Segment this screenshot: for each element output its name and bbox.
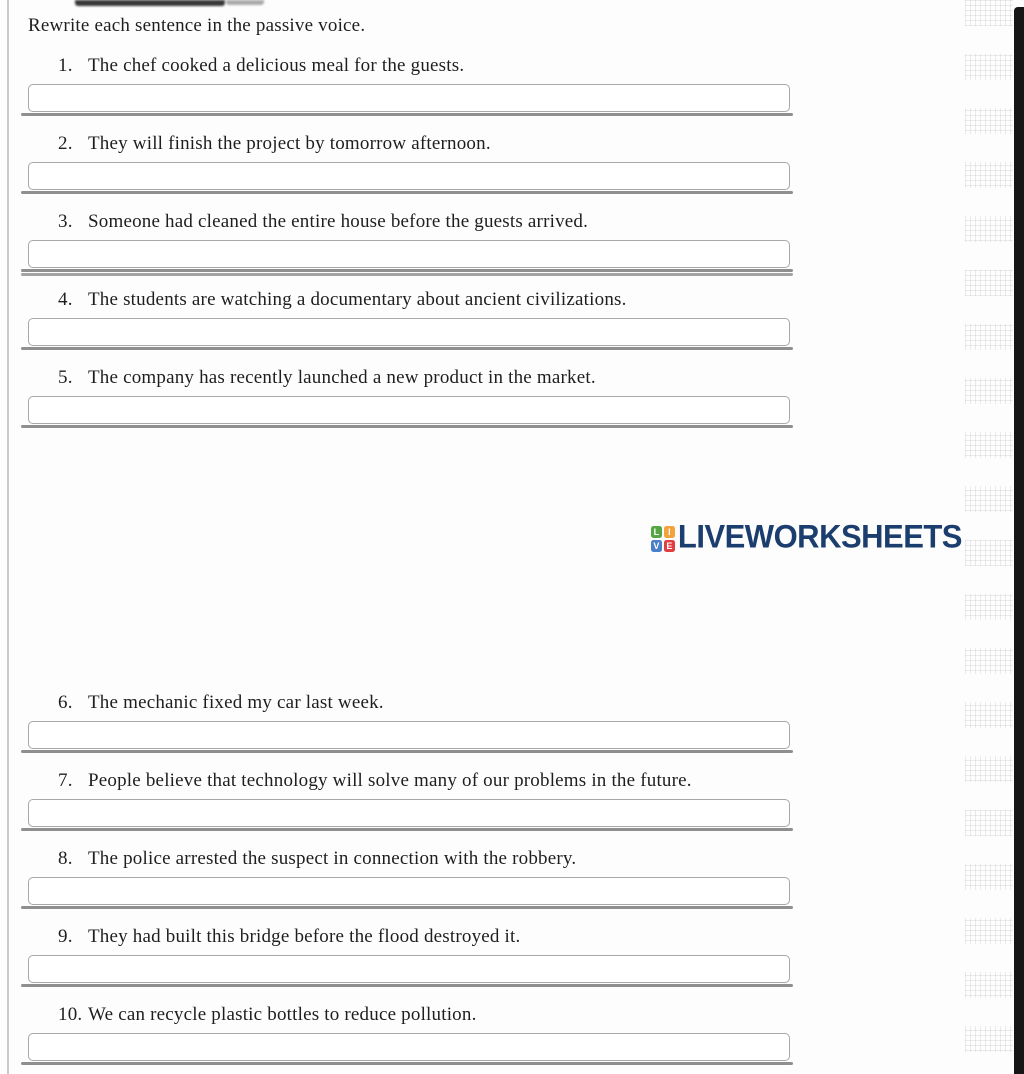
- question-sentence: They had built this bridge before the flood destroyed it.: [88, 926, 521, 947]
- question-item: [28, 848, 790, 905]
- questions-group-bottom: [28, 692, 790, 1061]
- question-item: [28, 55, 790, 112]
- answer-input[interactable]: [28, 799, 790, 827]
- scan-artifact-top: [75, 0, 225, 6]
- answer-underline: [21, 425, 793, 428]
- page-left-border: [7, 0, 9, 1074]
- liveworksheets-wordmark: LIVEWORKSHEETS: [677, 518, 962, 555]
- answer-underline: [21, 1062, 793, 1065]
- question-item: [28, 1004, 790, 1061]
- answer-input[interactable]: [28, 84, 790, 112]
- questions-group-top: [28, 55, 790, 424]
- question-number: 8.: [58, 848, 73, 869]
- answer-underline: [21, 269, 793, 272]
- logo-tile: [651, 526, 662, 538]
- answer-row: [28, 955, 790, 983]
- logo-tile: [664, 540, 675, 552]
- question-sentence: People believe that technology will solve many of our problems in the future.: [88, 770, 692, 791]
- question-number: 4.: [58, 289, 73, 310]
- question-number: 6.: [58, 692, 73, 713]
- answer-row: [28, 799, 790, 827]
- answer-input[interactable]: [28, 1033, 790, 1061]
- logo-tile-letter: L: [653, 527, 660, 537]
- question-sentence: Someone had cleaned the entire house before the guests arrived.: [88, 211, 589, 232]
- question-number: 7.: [58, 770, 73, 791]
- answer-row: [28, 318, 790, 346]
- question-sentence: The police arrested the suspect in connection with the robbery.: [88, 848, 577, 869]
- question-text-line: [28, 133, 790, 155]
- question-text-line: [28, 926, 790, 948]
- question-number: 3.: [58, 211, 73, 232]
- question-sentence: We can recycle plastic bottles to reduce pollution.: [88, 1004, 477, 1025]
- logo-tile-letter: V: [653, 541, 660, 551]
- question-item: [28, 770, 790, 827]
- answer-input[interactable]: [28, 396, 790, 424]
- question-number: 1.: [58, 55, 73, 76]
- answer-underline: [21, 113, 793, 116]
- question-text-line: [28, 692, 790, 714]
- logo-tile: [651, 540, 662, 552]
- question-sentence: The students are watching a documentary about ancient civilizations.: [88, 289, 627, 310]
- scan-artifact-top-light: [226, 0, 264, 5]
- question-sentence: They will finish the project by tomorrow afternoon.: [88, 133, 491, 154]
- liveworksheets-logo: [28, 519, 962, 555]
- logo-tile: [664, 526, 675, 538]
- question-item: [28, 692, 790, 749]
- question-sentence: The chef cooked a delicious meal for the guests.: [88, 55, 465, 76]
- instruction-text: Rewrite each sentence in the passive voice.: [28, 15, 366, 36]
- answer-row: [28, 877, 790, 905]
- answer-row: [28, 240, 790, 268]
- question-sentence: The company has recently launched a new product in the market.: [88, 367, 596, 388]
- answer-input[interactable]: [28, 721, 790, 749]
- worksheet-content: [28, 14, 962, 1074]
- question-number: 5.: [58, 367, 73, 388]
- question-item: [28, 133, 790, 190]
- question-number: 10.: [58, 1004, 83, 1025]
- question-text-line: [28, 367, 790, 389]
- question-text-line: [28, 770, 790, 792]
- question-item: [28, 367, 790, 424]
- question-item: [28, 289, 790, 346]
- question-text-line: [28, 289, 790, 311]
- answer-input[interactable]: [28, 955, 790, 983]
- liveworksheets-icon: [651, 526, 675, 552]
- answer-underline: [21, 906, 793, 909]
- answer-underline: [21, 191, 793, 194]
- question-text-line: [28, 848, 790, 870]
- question-text-line: [28, 1004, 790, 1026]
- answer-underline: [21, 828, 793, 831]
- answer-input[interactable]: [28, 318, 790, 346]
- answer-input[interactable]: [28, 240, 790, 268]
- answer-row: [28, 1033, 790, 1061]
- question-item: [28, 926, 790, 983]
- question-number: 9.: [58, 926, 73, 947]
- answer-underline: [21, 984, 793, 987]
- answer-row: [28, 162, 790, 190]
- answer-underline: [21, 750, 793, 753]
- question-item: [28, 211, 790, 268]
- watermark-strip: [965, 0, 1013, 1074]
- logo-tile-letter: I: [668, 527, 671, 537]
- answer-underline: [21, 347, 793, 350]
- question-sentence: The mechanic fixed my car last week.: [88, 692, 384, 713]
- question-text-line: [28, 55, 790, 77]
- logo-tile-letter: E: [666, 541, 673, 551]
- scan-edge-strip: [1014, 7, 1024, 1074]
- answer-input[interactable]: [28, 162, 790, 190]
- answer-row: [28, 721, 790, 749]
- question-number: 2.: [58, 133, 73, 154]
- answer-input[interactable]: [28, 877, 790, 905]
- question-text-line: [28, 211, 790, 233]
- answer-row: [28, 396, 790, 424]
- answer-row: [28, 84, 790, 112]
